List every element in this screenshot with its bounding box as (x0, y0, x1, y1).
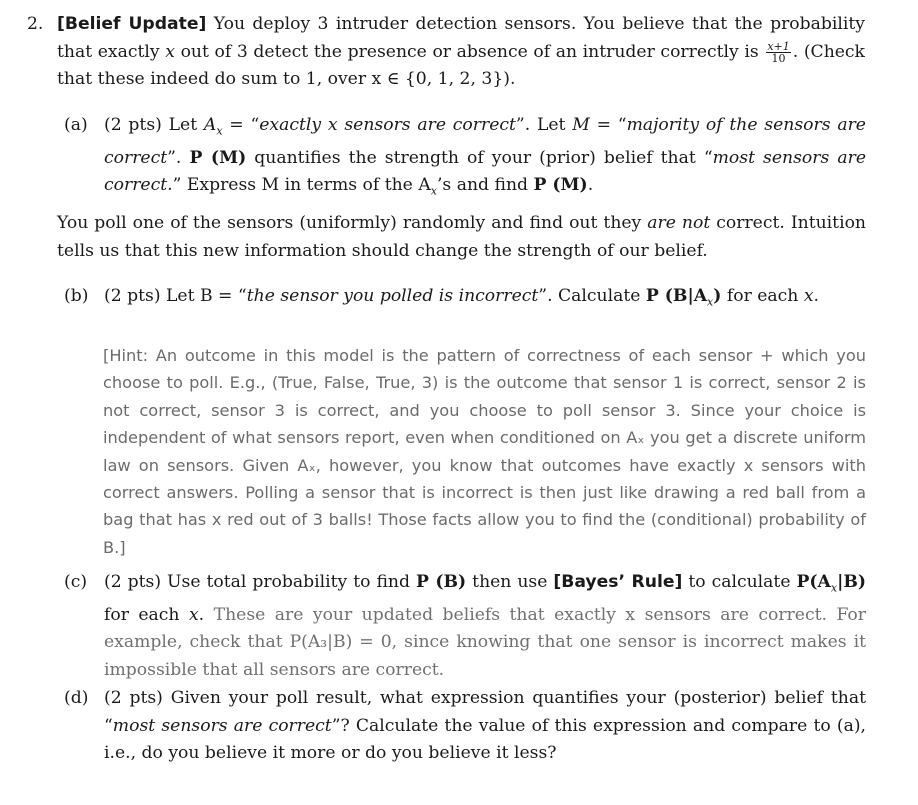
part-a-m: M (572, 115, 590, 135)
part-c-sub: x (830, 581, 838, 595)
part-a-ax: A (203, 115, 217, 135)
part-b-hint: [Hint: An outcome in this model is the pattern of correctness of each sensor + which you choose to poll. E.g., (True, False, True, 3) is the outcome that sensor 1 is correct, sensor 2 is not correct, sensor 3 is correct, and you choose to poll sensor 3. Since your choice is independent of what sensors report, even when conditioned on Aₓ you get a discrete uniform law on sensors. Given Aₓ, however, you know that outcomes have exactly x sensors with correct answers. Polling a sensor that is incorrect is then just like drawing a red ball from a bag that has x red out of 3 balls! Those facts allow you to find the (conditional) probability of B.] (103, 346, 866, 557)
part-c-pab-end: |B) (837, 572, 867, 592)
intro-text-b: out of 3 detect the presence or absence of an intruder correctly is (174, 41, 765, 62)
poll-paragraph (57, 210, 866, 265)
intro-text-c: . (Check that these indeed do sum to 1, over (57, 41, 865, 89)
part-a-end3: P (M) (533, 175, 588, 196)
part-c-label: (c) (64, 572, 88, 592)
part-b-expr-end: ) (713, 286, 722, 306)
part-c-bayes: [Bayes’ Rule] (553, 572, 683, 592)
part-a-pm: P (M) (189, 147, 247, 168)
part-c-text-a: (2 pts) Use total probability to find (104, 572, 416, 592)
part-b-text-a: (2 pts) Let B = “ (104, 286, 247, 306)
poll-text-b: correct. Intuition tells us that this new information should change the strength of our belief. (57, 213, 866, 261)
part-b-label: (b) (64, 286, 89, 306)
poll-text-a: You poll one of the sensors (uniformly) randomly and find out they (57, 213, 648, 233)
part-c-text-b: then use (466, 572, 554, 592)
fraction-numerator: x+1 (767, 39, 790, 53)
intro-text-d: ). (503, 69, 516, 89)
part-a-q3: most sensors are correct. (104, 147, 867, 196)
part-a-end-sub: x (430, 184, 437, 198)
part-d (64, 685, 867, 768)
part-c-pb: P (B) (415, 572, 467, 592)
part-d-text-a: (2 pts) Given your poll result, what expression quantifies your (posterior) belief that “ (104, 688, 866, 736)
part-a-rest: quantifies the strength of your (prior) belief that “ (246, 147, 713, 168)
part-c-var: x (188, 604, 199, 625)
fraction (766, 41, 790, 64)
part-c-text-c: to calculate (682, 572, 797, 592)
part-d-text-b: ”? Calculate the value of this expression and compare to (a), i.e., do you believe it more or do you believe it less? (104, 715, 867, 763)
part-a-eq2: = “ (589, 115, 627, 135)
problem-title: [Belief Update] (57, 14, 207, 34)
poll-text-italic: are not (647, 213, 711, 233)
part-a-mid1: ”. Let (515, 115, 573, 135)
problem-number: 2. (27, 14, 44, 34)
part-d-q: most sensors are correct (112, 715, 332, 736)
intro-text-a: You deploy 3 intruder detection sensors. You believe that the probability that exactly (57, 14, 865, 62)
part-d-label: (d) (64, 688, 89, 708)
part-b-text-b: ”. Calculate (538, 286, 646, 306)
part-b-expr: P (B|A (645, 286, 708, 306)
intro-var: x (165, 41, 175, 62)
part-a-sub: x (216, 124, 223, 138)
part-c-text-e: . (198, 604, 214, 625)
intro-set: x ∈ {0, 1, 2, 3} (371, 69, 504, 89)
part-a-q2: majority of the sensors are correct (104, 115, 866, 168)
part-b-q: the sensor you polled is incorrect (246, 286, 539, 306)
part-b-sub: x (707, 295, 714, 309)
part-a-pts: (2 pts) Let (104, 115, 204, 135)
part-a-label: (a) (64, 115, 88, 135)
part-c (64, 569, 867, 684)
part-b-var: x (803, 286, 814, 306)
problem-intro (27, 11, 865, 94)
part-a-end4: . (587, 175, 594, 196)
part-c-pab: P(A (796, 572, 831, 592)
part-b-text-d: . (813, 286, 819, 306)
part-a-end: ” Express M in terms of the A (172, 175, 431, 196)
part-c-text-d: for each (104, 604, 189, 625)
part-a-eq1: = “ (222, 115, 260, 135)
part-c-gray-text: These are your updated beliefs that exactly x sensors are correct. For example, check that P(A₃|B) = 0, since knowing that one sensor is incorrect makes it impossible that all sensors are correct. (104, 604, 866, 680)
part-a-end2: ’s and find (436, 175, 534, 196)
part-a-q1: exactly x sensors are correct (259, 115, 516, 135)
part-a (64, 112, 867, 205)
part-b (64, 283, 866, 316)
part-a-mid2: ”. (167, 147, 190, 168)
fraction-denominator: 10 (771, 51, 786, 65)
part-b-text-c: for each (721, 286, 804, 306)
